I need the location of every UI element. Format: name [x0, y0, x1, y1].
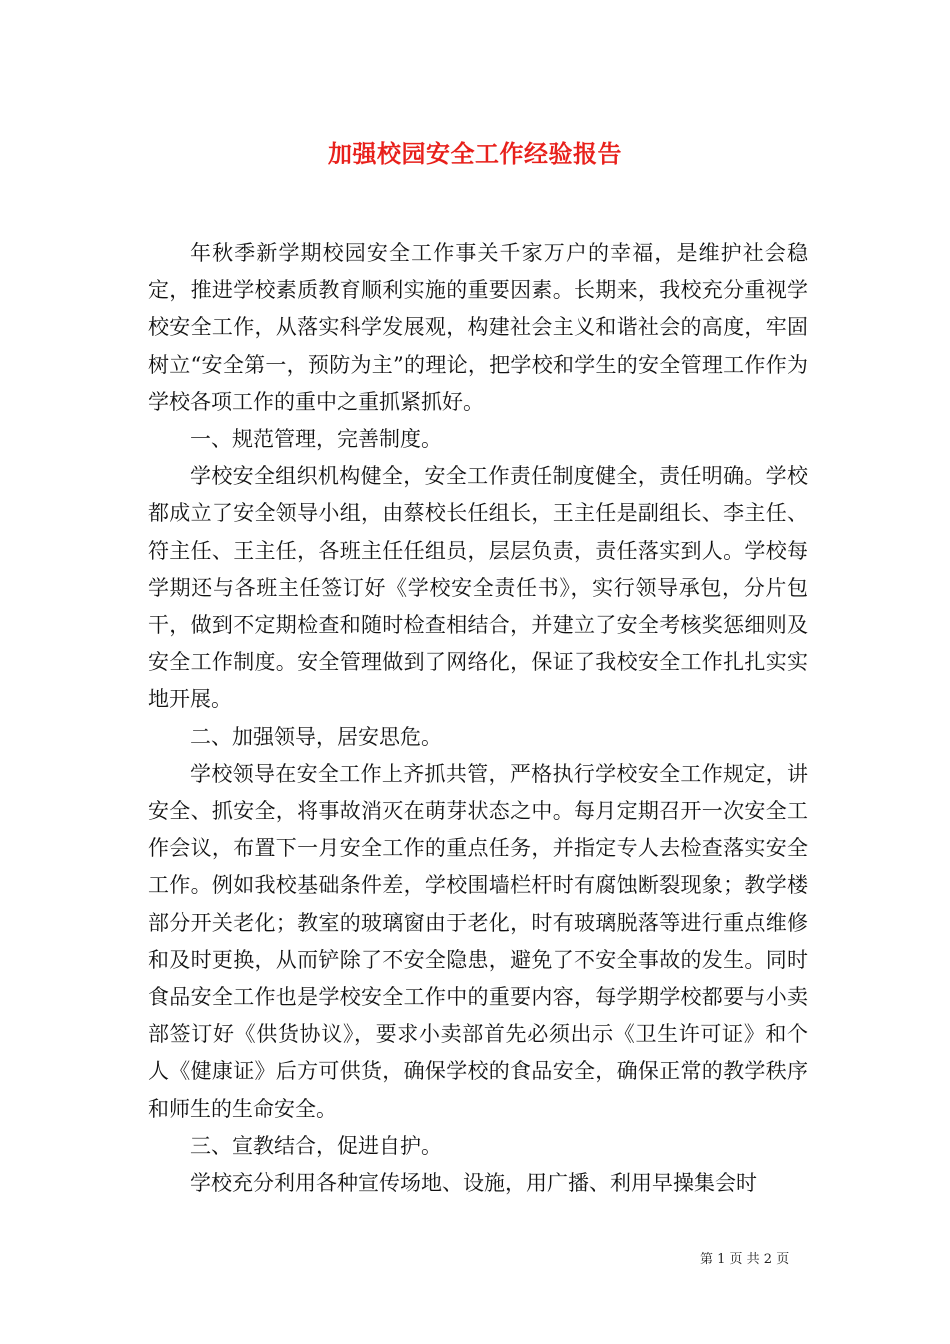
paragraph-section-1: 学校安全组织机构健全，安全工作责任制度健全，责任明确。学校都成立了安全领导小组，由蔡校长任组长，王主任是副组长、李主任、符主任、王主任，各班主任任组员，层层负责，责任落实到人。学校每学期还与各班主任签订好《学校安全责任书》，实行领导承包，分片包干，做到不定期检查和随时检查相结合，并建立了安全考核奖惩细则及安全工作制度。安全管理做到了网络化，保证了我校安全工作扎扎实实地开展。	[148, 464, 808, 712]
document-body	[148, 235, 808, 1202]
paragraph-intro: 年秋季新学期校园安全工作事关千家万户的幸福，是维护社会稳定，推进学校素质教育顺利实施的重要因素。长期来，我校充分重视学校安全工作，从落实科学发展观，构建社会主义和谐社会的高度，牢固树立“安全第一，预防为主”的理论，把学校和学生的安全管理工作作为学校各项工作的重中之重抓紧抓好。	[148, 241, 808, 414]
page-title: 加强校园安全工作经验报告	[328, 139, 622, 168]
section-heading-1: 一、规范管理，完善制度。	[190, 427, 442, 452]
paragraph-section-3: 学校充分利用各种宣传场地、设施，用广播、利用早操集会时	[190, 1171, 757, 1196]
paragraph-section-2: 学校领导在安全工作上齐抓共管，严格执行学校安全工作规定，讲安全、抓安全，将事故消灭在萌芽状态之中。每月定期召开一次安全工作会议，布置下一月安全工作的重点任务，并指定专人去检查落实安全工作。例如我校基础条件差，学校围墙栏杆时有腐蚀断裂现象；教学楼部分开关老化；教室的玻璃窗由于老化，时有玻璃脱落等进行重点维修和及时更换，从而铲除了不安全隐患，避免了不安全事故的发生。同时食品安全工作也是学校安全工作中的重要内容，每学期学校都要与小卖部签订好《供货协议》，要求小卖部首先必须出示《卫生许可证》和个人《健康证》后方可供货，确保学校的食品安全，确保正常的教学秩序和师生的生命安全。	[148, 761, 808, 1121]
section-heading-3: 三、宣教结合，促进自护。	[190, 1133, 442, 1158]
page-number: 第 1 页 共 2 页	[700, 1252, 790, 1267]
section-heading-2: 二、加强领导，居安思危。	[190, 724, 442, 749]
